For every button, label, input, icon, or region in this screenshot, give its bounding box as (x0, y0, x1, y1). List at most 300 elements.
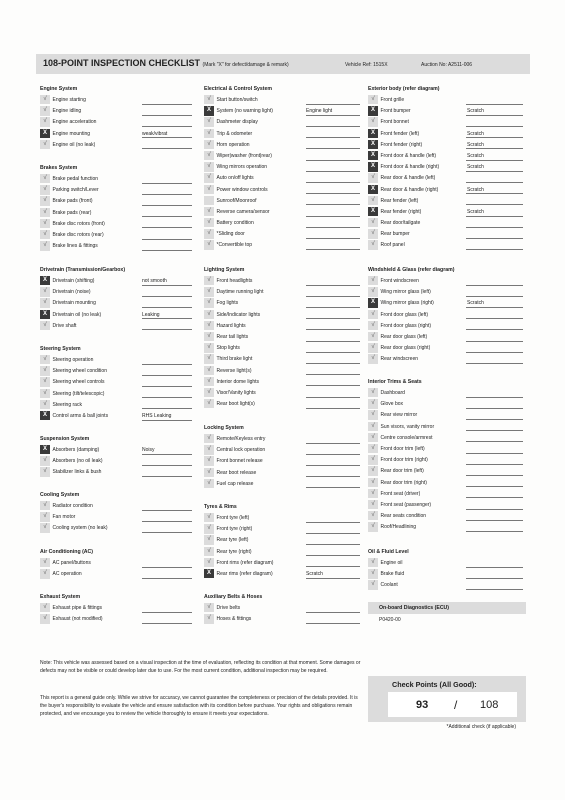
item-label: Absorbers (damping) (52, 447, 100, 453)
remark-line (306, 238, 360, 239)
section-title: Steering System (40, 346, 81, 352)
check-box[interactable]: √ (40, 95, 50, 104)
check-box[interactable]: √ (204, 117, 214, 126)
item-label: Trip & odometer (216, 130, 253, 137)
remark-line (306, 533, 360, 534)
item-label: Radiator condition (52, 503, 93, 509)
check-box[interactable]: √ (204, 240, 214, 249)
checklist-row (40, 128, 168, 139)
check-box[interactable]: √ (368, 287, 378, 296)
checklist-row (204, 444, 266, 455)
item-remark: Scratch (467, 141, 484, 148)
item-remark: Scratch (467, 208, 484, 215)
item-label: Front door trim (right) (380, 457, 428, 464)
section-oil (368, 547, 409, 591)
remark-line (466, 509, 523, 510)
check-box[interactable]: √ (368, 218, 378, 227)
check-box[interactable]: X (40, 411, 50, 420)
checklist-row (204, 286, 264, 297)
item-label: *Convertible top (216, 242, 253, 249)
check-box[interactable]: √ (368, 343, 378, 352)
check-box[interactable]: √ (368, 388, 378, 397)
item-label: Front grille (380, 97, 405, 103)
check-box[interactable]: √ (368, 332, 378, 341)
item-label: Third brake light (216, 356, 253, 363)
item-label: Exhaust pipe & fittings (52, 605, 102, 611)
check-box[interactable]: √ (204, 603, 214, 612)
checkpoints-total: 108 (480, 699, 499, 711)
checklist-row (204, 139, 272, 150)
checklist-row (368, 331, 454, 342)
check-box[interactable]: √ (40, 501, 50, 510)
item-label: Engine mounting (52, 130, 91, 137)
remark-line (142, 510, 192, 511)
check-box[interactable]: √ (204, 547, 214, 556)
check-box[interactable]: √ (40, 321, 50, 330)
remark-line (306, 374, 360, 375)
remark-line (466, 486, 523, 487)
check-box[interactable]: √ (40, 512, 50, 521)
checklist-row (40, 105, 82, 116)
header-bar (36, 54, 530, 74)
section-brakes (40, 163, 105, 251)
item-label: Steering wheel condition (52, 368, 107, 375)
checklist-row (368, 477, 427, 488)
check-box[interactable]: √ (204, 207, 214, 216)
check-box[interactable]: √ (40, 208, 50, 217)
check-box[interactable]: √ (368, 196, 378, 205)
check-box[interactable]: √ (204, 456, 214, 465)
check-box[interactable]: √ (40, 185, 50, 194)
checklist-row (368, 320, 454, 331)
remark-line (306, 454, 360, 455)
remark-line (466, 497, 523, 498)
check-box[interactable]: √ (40, 366, 50, 375)
checklist-row (204, 275, 253, 286)
check-box[interactable]: √ (368, 173, 378, 182)
item-label: Rear door trim (right) (380, 479, 427, 486)
check-box[interactable]: √ (368, 229, 378, 238)
remark-line (466, 363, 523, 364)
check-box[interactable]: X (368, 106, 378, 115)
check-box[interactable]: √ (40, 287, 50, 296)
check-box[interactable]: √ (204, 129, 214, 138)
remark-line (466, 227, 523, 228)
check-box[interactable]: X (40, 310, 50, 319)
item-label: Front rims (refer diagram) (216, 559, 274, 566)
item-label: Cooling system (no leak) (52, 525, 108, 532)
item-remark: weak/vibrat (142, 130, 168, 137)
checklist-row (40, 218, 105, 229)
checklist-row (368, 297, 484, 308)
item-label: Front bonnet release (216, 458, 263, 465)
check-box[interactable]: √ (368, 399, 378, 408)
additional-check-note: *Additional check (if applicable) (446, 724, 516, 730)
check-box[interactable]: √ (204, 95, 214, 104)
item-label: Auto on/off lights (216, 175, 254, 182)
check-box[interactable]: √ (204, 276, 214, 285)
check-box[interactable]: √ (368, 489, 378, 498)
check-box[interactable]: √ (204, 218, 214, 227)
remark-line (142, 183, 192, 184)
check-box[interactable]: X (40, 129, 50, 138)
check-box[interactable]: X (204, 106, 214, 115)
remark-line (142, 465, 192, 466)
check-box[interactable]: √ (40, 389, 50, 398)
checklist-row (204, 478, 254, 489)
checklist-row (204, 116, 272, 127)
remark-line (142, 115, 192, 116)
check-box[interactable]: √ (368, 276, 378, 285)
item-label: Wiper|washer (front|rear) (216, 152, 272, 159)
checklist-row (368, 488, 422, 499)
remark-line (306, 397, 360, 398)
check-box[interactable]: √ (204, 399, 214, 408)
remark-line (466, 341, 523, 342)
check-box[interactable]: √ (368, 569, 378, 578)
checklist-row (40, 500, 93, 511)
check-box[interactable]: √ (368, 500, 378, 509)
check-box[interactable] (204, 196, 214, 205)
remark-line (306, 296, 360, 297)
check-box[interactable]: √ (204, 479, 214, 488)
checklist-row (204, 568, 323, 579)
check-box[interactable]: √ (204, 558, 214, 567)
item-remark: Scratch (467, 186, 484, 193)
check-box[interactable]: X (40, 276, 50, 285)
check-box[interactable]: √ (40, 230, 50, 239)
check-box[interactable]: √ (40, 174, 50, 183)
checklist-row (40, 376, 105, 387)
check-box[interactable]: √ (204, 377, 214, 386)
assessment-note: Note: This vehicle was assessed based on a visual inspection at the time of evaluation, reflecting its condition at that moment. Some damages or defects may not be visible or could develop later due to use. For the most current condition, additional inspection may be required. (40, 660, 361, 674)
remark-line (142, 239, 192, 240)
checkpoints-panel (368, 676, 526, 722)
section-title: Drivetrain (Transmission/Gearbox) (40, 267, 126, 273)
checklist-row (204, 206, 272, 217)
section-title: Engine System (40, 86, 78, 92)
check-box[interactable]: √ (204, 614, 214, 623)
check-box[interactable]: X (368, 162, 378, 171)
item-label: Wing mirror glass (right) (380, 300, 434, 307)
checklist-row (204, 217, 272, 228)
check-box[interactable]: √ (204, 298, 214, 307)
check-box[interactable]: X (368, 129, 378, 138)
remark-line (466, 430, 523, 431)
checklist-row (40, 354, 94, 365)
checklist-row (368, 342, 454, 353)
remark-line (306, 385, 360, 386)
check-box[interactable]: √ (204, 343, 214, 352)
obd-code: P0420-00 (379, 617, 401, 623)
check-box[interactable]: √ (368, 310, 378, 319)
item-label: Coolant (380, 582, 398, 589)
item-label: Stabilizer links & bush (52, 469, 102, 476)
checklist-row (204, 365, 252, 376)
check-box[interactable]: √ (204, 185, 214, 194)
remark-line (466, 453, 523, 454)
check-box[interactable]: X (40, 445, 50, 454)
remark-line (306, 137, 360, 138)
check-box[interactable]: X (368, 151, 378, 160)
section-cooling (40, 490, 108, 534)
check-box[interactable]: √ (40, 467, 50, 476)
checklist-row (368, 353, 454, 364)
remark-line (306, 476, 360, 477)
checklist-row (368, 150, 484, 161)
section-suspension (40, 434, 155, 478)
remark-line (142, 454, 192, 455)
section-title: Exhaust System (40, 594, 81, 600)
check-box[interactable]: √ (368, 410, 378, 419)
remark-line (142, 104, 192, 105)
remark-line (466, 318, 523, 319)
check-box[interactable]: √ (40, 523, 50, 532)
check-box[interactable]: X (368, 140, 378, 149)
check-box[interactable]: √ (368, 444, 378, 453)
check-box[interactable]: √ (204, 354, 214, 363)
remark-line (466, 397, 523, 398)
checklist-row (204, 342, 244, 353)
checklist-row (40, 94, 86, 105)
section-exterior (368, 84, 484, 251)
check-box[interactable]: √ (204, 287, 214, 296)
auction-number: Auction No: A2511-006 (421, 62, 473, 68)
check-box[interactable]: √ (204, 310, 214, 319)
remark-line (306, 555, 360, 556)
checklist-row (368, 409, 422, 420)
item-label: Rear fender (right) (380, 208, 422, 215)
item-remark: Scratch (467, 164, 484, 171)
item-label: Drive belts (216, 605, 241, 611)
check-box[interactable]: √ (368, 580, 378, 589)
checklist-row (40, 568, 93, 579)
check-box[interactable]: √ (204, 535, 214, 544)
item-label: *Sliding door (216, 231, 245, 238)
remark-line (466, 531, 523, 532)
item-label: Brake disc rotors (rear) (52, 231, 104, 238)
checklist-row (368, 465, 422, 476)
remark-line (466, 520, 523, 521)
item-label: Rear boot light(s) (216, 401, 255, 408)
check-box[interactable]: √ (40, 117, 50, 126)
item-remark: Noisy (142, 447, 155, 453)
checklist-row (40, 522, 108, 533)
check-box[interactable]: √ (40, 400, 50, 409)
check-box[interactable]: √ (368, 522, 378, 531)
section-title: Windshield & Glass (refer diagram) (368, 267, 455, 273)
item-label: Brake pads (front) (52, 198, 93, 205)
check-box[interactable]: √ (204, 173, 214, 182)
check-box[interactable]: √ (40, 569, 50, 578)
checklist-row (204, 455, 263, 466)
item-label: Engine idling (52, 108, 82, 115)
checklist-row (368, 443, 425, 454)
item-label: Roof/Headlining (380, 524, 417, 531)
check-box[interactable]: √ (368, 511, 378, 520)
remark-line (306, 104, 360, 105)
check-box[interactable]: √ (368, 95, 378, 104)
remark-line (466, 171, 523, 172)
item-label: Glove box (380, 401, 404, 408)
remark-line (142, 329, 192, 330)
check-box[interactable]: √ (368, 422, 378, 431)
checklist-row (40, 139, 96, 150)
item-label: Fuel cap release (216, 480, 254, 487)
check-box[interactable]: √ (368, 455, 378, 464)
remark-line (142, 612, 192, 613)
checklist-row (368, 184, 484, 195)
check-box[interactable]: √ (368, 478, 378, 487)
check-box[interactable]: √ (40, 219, 50, 228)
check-box[interactable]: √ (204, 140, 214, 149)
item-label: Sunroof/Moonroof (216, 197, 257, 204)
check-box[interactable]: √ (40, 603, 50, 612)
check-box[interactable]: X (368, 185, 378, 194)
check-box[interactable]: √ (40, 377, 50, 386)
checklist-row (40, 116, 97, 127)
item-label: Brake disc rotors (front) (52, 220, 105, 227)
item-label: Brake pads (rear) (52, 209, 92, 216)
section-title: Suspension System (40, 436, 90, 442)
remark-line (466, 182, 523, 183)
remark-line (306, 182, 360, 183)
check-box[interactable]: √ (368, 466, 378, 475)
check-box[interactable]: √ (204, 162, 214, 171)
checklist-row (204, 150, 272, 161)
remark-line (306, 623, 360, 624)
checklist-row (40, 286, 125, 297)
check-box[interactable]: √ (40, 614, 50, 623)
remark-line (306, 487, 360, 488)
section-aux (204, 592, 262, 624)
remark-line (306, 522, 360, 523)
check-box[interactable]: √ (40, 241, 50, 250)
item-remark: Scratch (306, 570, 323, 577)
item-label: Reverse light(s) (216, 367, 252, 374)
checklist-row (40, 184, 99, 195)
remark-line (466, 204, 523, 205)
check-box[interactable]: √ (204, 321, 214, 330)
check-box[interactable]: √ (368, 558, 378, 567)
item-label: Rear door/tailgate (380, 220, 421, 227)
check-box[interactable]: √ (368, 433, 378, 442)
check-box[interactable]: √ (204, 229, 214, 238)
item-label: Rear bumper (380, 231, 410, 238)
check-box[interactable]: √ (40, 298, 50, 307)
checklist-row (40, 399, 81, 410)
item-label: Front bumper (380, 108, 411, 115)
section-drivetrain (40, 265, 167, 331)
title-text: 108-POINT INSPECTION CHECKLIST (43, 58, 201, 68)
remark-line (306, 408, 360, 409)
checklist-row (368, 579, 409, 590)
remark-line (466, 352, 523, 353)
check-box[interactable]: √ (368, 117, 378, 126)
item-label: Rear tyre (left) (216, 537, 249, 544)
checklist-row (368, 217, 440, 228)
checklist-row (368, 195, 440, 206)
checklist-row (368, 568, 409, 579)
remark-line (142, 375, 192, 376)
checklist-row (368, 510, 427, 521)
check-box[interactable]: √ (40, 558, 50, 567)
item-label: Rear seats condition (380, 513, 427, 520)
item-label: Absorbers (no oil leak) (52, 458, 103, 465)
check-box[interactable]: √ (40, 140, 50, 149)
remark-line (306, 115, 360, 116)
check-box[interactable]: √ (204, 513, 214, 522)
checklist-row (368, 557, 409, 568)
checklist-row (204, 161, 272, 172)
item-label: Front door & handle (right) (380, 164, 440, 171)
check-box[interactable]: √ (368, 240, 378, 249)
remark-line (306, 227, 360, 228)
item-label: Rear tyre (right) (216, 548, 252, 555)
item-label: Drivetrain mounting (52, 300, 96, 307)
remark-line (306, 318, 360, 319)
check-box[interactable]: √ (204, 388, 214, 397)
item-label: System (no warning light) (216, 108, 273, 115)
checklist-row (368, 499, 432, 510)
check-box[interactable]: √ (204, 468, 214, 477)
item-label: Stop lights (216, 345, 240, 352)
section-title: Electrical & Control System (204, 86, 273, 92)
check-box[interactable]: √ (368, 354, 378, 363)
check-box[interactable]: √ (40, 456, 50, 465)
checklist-row (204, 376, 260, 387)
item-label: Rear door glass (right) (380, 345, 431, 352)
check-box[interactable]: X (368, 207, 378, 216)
checkpoints-good: 93 (416, 699, 429, 711)
check-box[interactable]: X (204, 569, 214, 578)
item-label: Engine oil (no leak) (52, 141, 96, 148)
check-box[interactable]: √ (204, 524, 214, 533)
check-box[interactable]: √ (40, 355, 50, 364)
item-label: Control arms & ball joints (52, 412, 109, 419)
item-label: Front fender (right) (380, 141, 423, 148)
remark-line (466, 475, 523, 476)
checklist-row (40, 240, 98, 251)
check-box[interactable]: √ (40, 106, 50, 115)
check-box[interactable]: √ (204, 366, 214, 375)
checklist-row (368, 421, 435, 432)
remark-line (142, 318, 192, 319)
item-label: Front tyre (right) (216, 526, 253, 533)
checklist-row (204, 172, 272, 183)
check-box[interactable]: √ (204, 151, 214, 160)
remark-line (466, 329, 523, 330)
remark-line (466, 567, 523, 568)
item-label: Front door & handle (left) (380, 152, 437, 159)
item-label: Reverse camera/sensor (216, 208, 270, 215)
item-label: Front headlights (216, 278, 253, 284)
check-box[interactable]: √ (40, 196, 50, 205)
item-label: Rear view mirror (380, 412, 418, 419)
check-box[interactable]: √ (204, 332, 214, 341)
check-box[interactable]: √ (204, 445, 214, 454)
item-label: Front tyre (left) (216, 515, 250, 521)
check-box[interactable]: √ (368, 321, 378, 330)
item-label: Wing mirror glass (left) (380, 289, 431, 296)
item-label: Rear tail lights (216, 333, 249, 340)
checklist-row (204, 534, 249, 545)
checklist-row (204, 387, 256, 398)
checklist-row (40, 557, 93, 568)
remark-line (306, 578, 360, 579)
check-box[interactable]: √ (204, 434, 214, 443)
check-box[interactable]: X (368, 298, 378, 307)
